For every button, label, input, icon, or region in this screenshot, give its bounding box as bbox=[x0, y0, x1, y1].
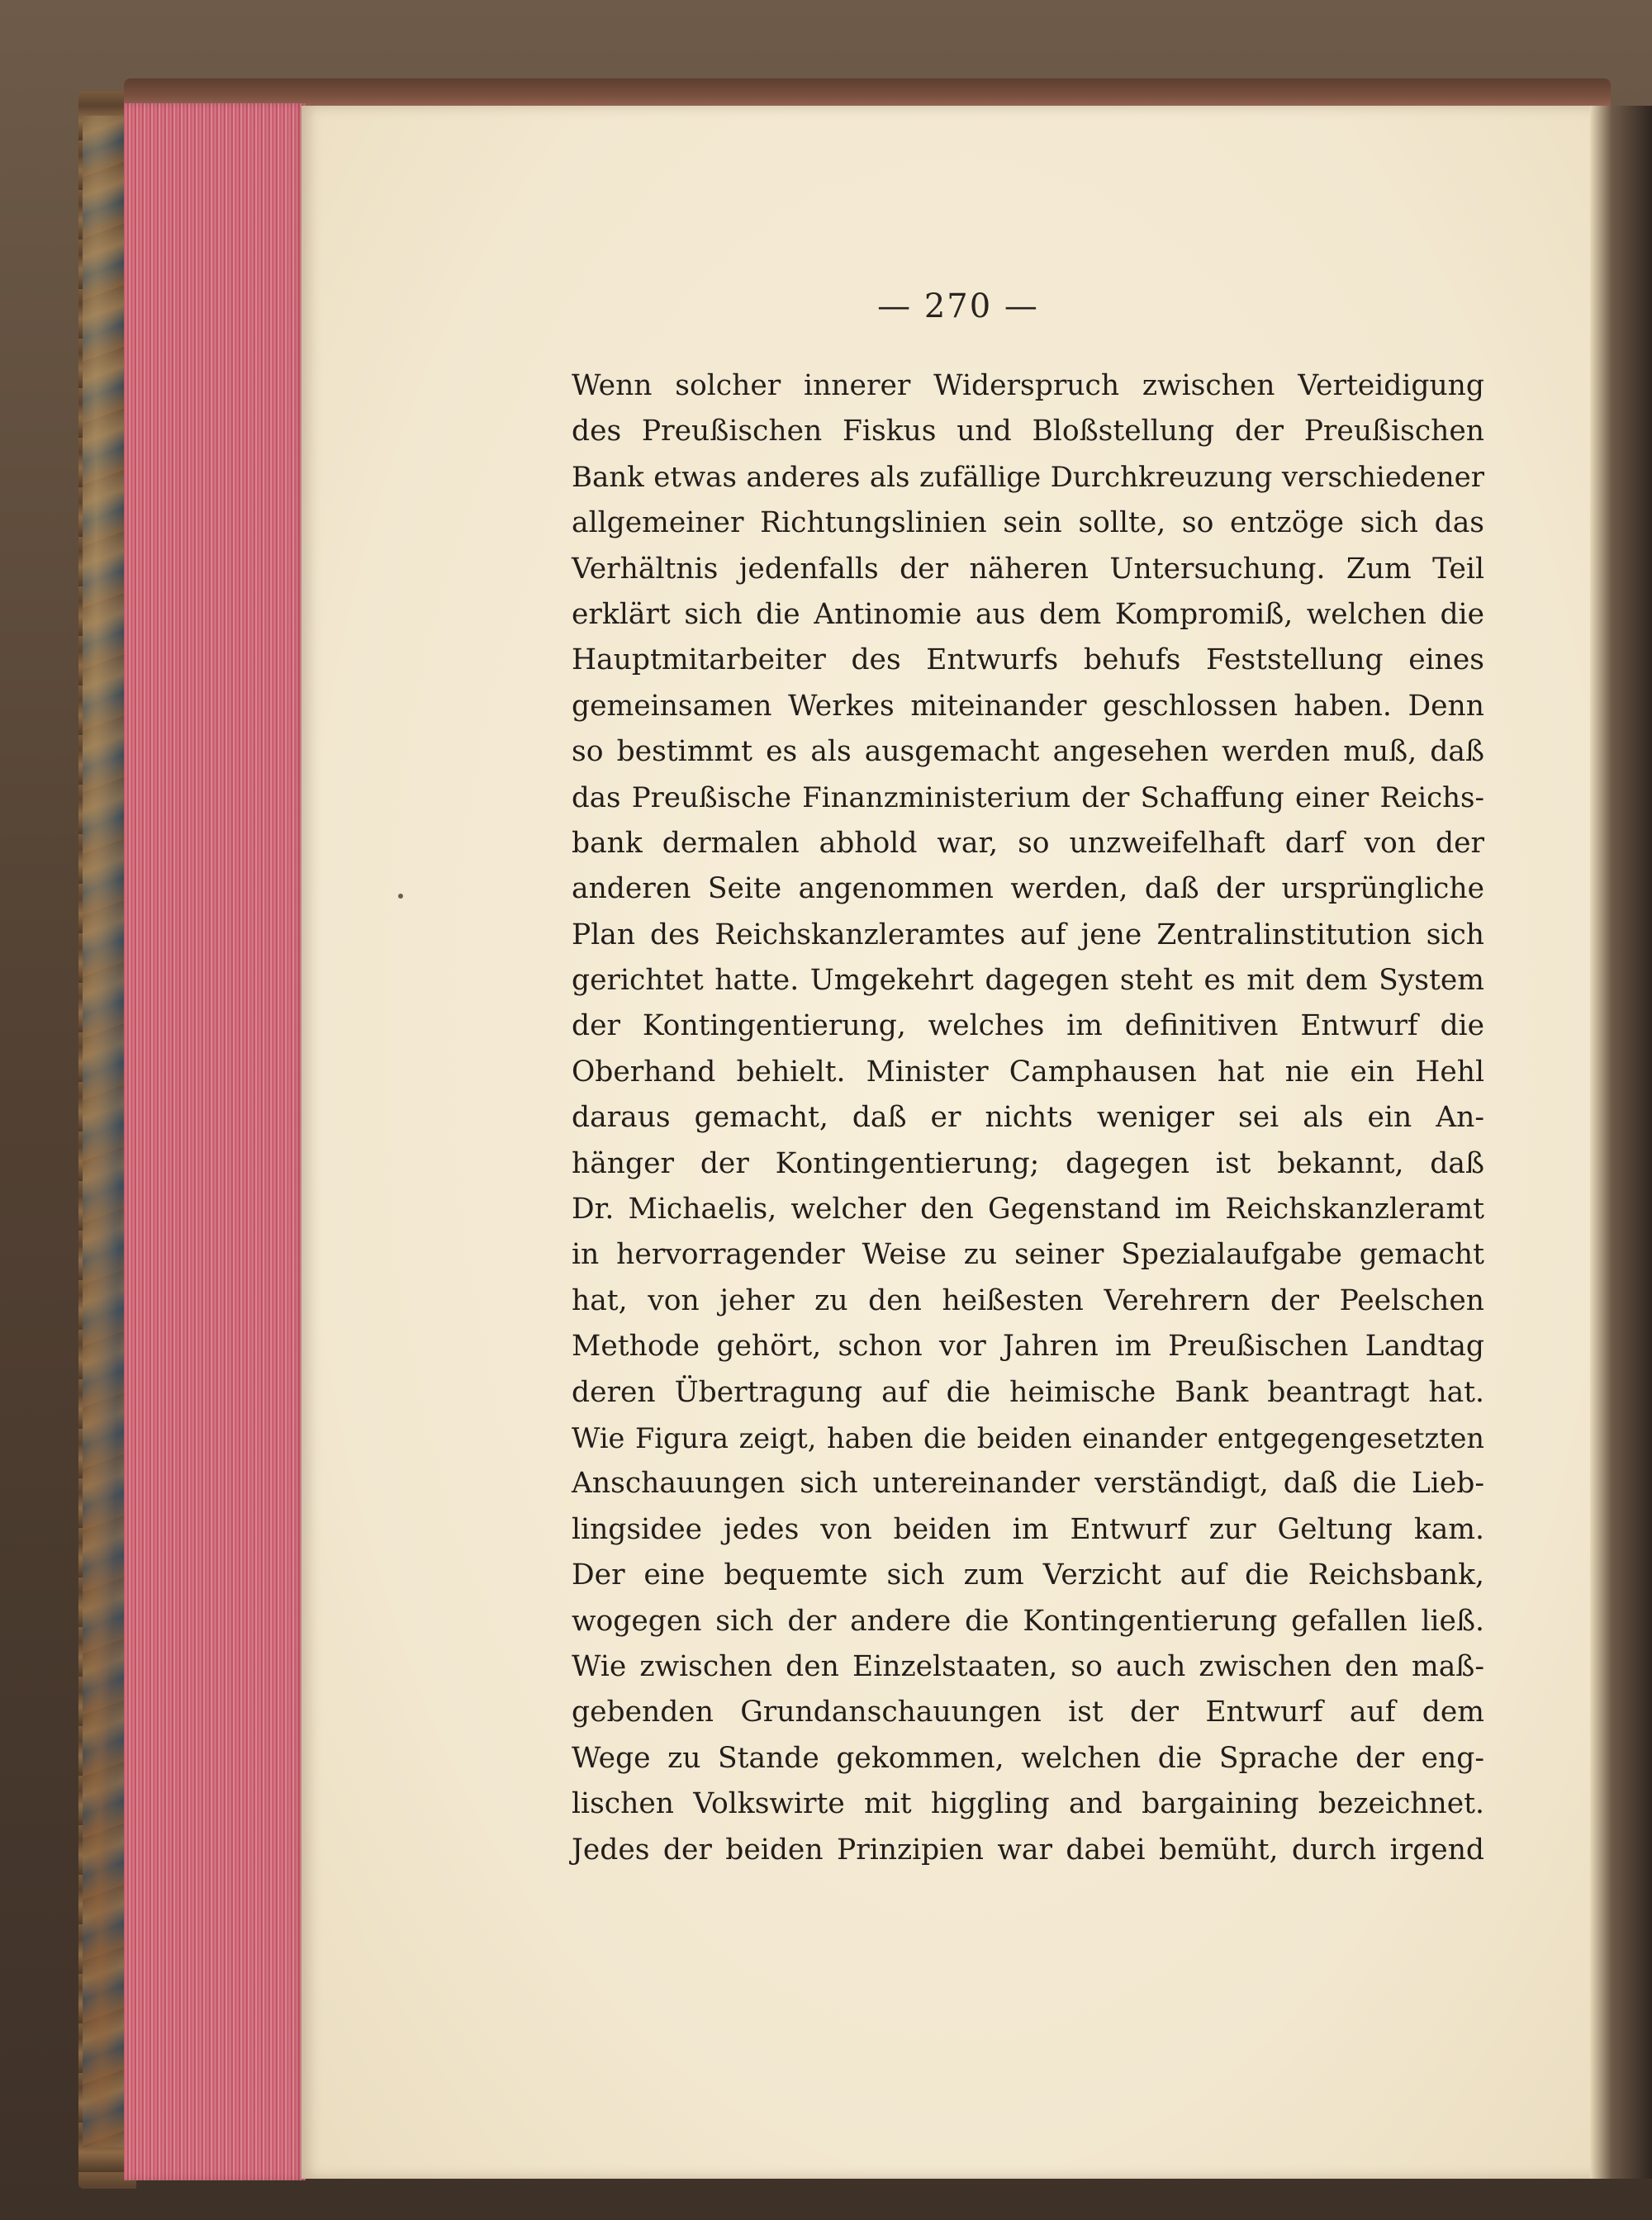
text-line: Wie Figura zeigt, haben die beiden einander entgegengesetzten bbox=[572, 1421, 1484, 1454]
text-line: Dr. Michaelis, welcher den Gegenstand im Reichskanzleramt bbox=[572, 1193, 1484, 1226]
text-line: lingsidee jedes von beiden im Entwurf zur Geltung kam. bbox=[572, 1512, 1484, 1546]
text-line: Verhältnis jedenfalls der näheren Untersuchung. Zum Teil bbox=[572, 552, 1484, 586]
text-line: Wege zu Stande gekommen, welchen die Sprache der eng- bbox=[572, 1741, 1484, 1775]
text-line: des Preußischen Fiskus und Bloßstellung der Preußischen bbox=[572, 415, 1484, 448]
text-line: deren Übertragung auf die heimische Bank beantragt hat. bbox=[572, 1375, 1484, 1409]
text-line: erklärt sich die Antinomie aus dem Kompromiß, welchen die bbox=[572, 597, 1484, 631]
text-line: Methode gehört, schon vor Jahren im Preußischen Landtag bbox=[572, 1330, 1484, 1364]
text-line: daraus gemacht, daß er nichts weniger sei als ein An- bbox=[572, 1101, 1484, 1135]
text-line: in hervorragender Weise zu seiner Spezialaufgabe gemacht bbox=[572, 1238, 1484, 1272]
text-line: das Preußische Finanzministerium der Schaffung einer Reichs- bbox=[572, 780, 1484, 814]
text-line: der Kontingentierung, welches im definitiven Entwurf die bbox=[572, 1009, 1484, 1043]
text-line: so bestimmt es als ausgemacht angesehen werden muß, daß bbox=[572, 735, 1484, 769]
text-line: Anschauungen sich untereinander verständigt, daß die Lieb- bbox=[572, 1467, 1484, 1501]
text-line: Wenn solcher innerer Widerspruch zwischen Verteidigung bbox=[572, 369, 1484, 402]
text-line: gerichtet hatte. Umgekehrt dagegen steht es mit dem System bbox=[572, 964, 1484, 998]
text-line: Der eine bequemte sich zum Verzicht auf die Reichsbank, bbox=[572, 1558, 1484, 1592]
red-page-edges bbox=[124, 103, 306, 2180]
text-line: gemeinsamen Werkes miteinander geschlossen haben. Denn bbox=[572, 689, 1484, 723]
text-line: Plan des Reichskanzleramtes auf jene Zentralinstitution sich bbox=[572, 918, 1484, 951]
text-line: hat, von jeher zu den heißesten Verehrern der Peelschen bbox=[572, 1283, 1484, 1317]
text-line: bank dermalen abhold war, so unzweifelhaft darf von der bbox=[572, 826, 1484, 860]
text-line: Hauptmitarbeiter des Entwurfs behufs Feststellung eines bbox=[572, 643, 1484, 677]
text-line: hänger der Kontingentierung; dagegen ist bekannt, daß bbox=[572, 1146, 1484, 1180]
text-line: gebenden Grundanschauungen ist der Entwurf auf dem bbox=[572, 1696, 1484, 1729]
ink-speck bbox=[398, 894, 403, 899]
marbled-endpaper bbox=[83, 116, 128, 2147]
text-line: Jedes der beiden Prinzipien war dabei bemüht, durch irgend bbox=[572, 1833, 1484, 1867]
page-number: — 270 — bbox=[877, 287, 1039, 325]
text-line: Bank etwas anderes als zufällige Durchkreuzung verschiedener bbox=[572, 460, 1484, 494]
text-line: anderen Seite angenommen werden, daß der ursprüngliche bbox=[572, 872, 1484, 906]
body-text bbox=[572, 363, 1484, 1873]
text-line: lischen Volkswirte mit higgling and bargaining bezeichnet. bbox=[572, 1787, 1484, 1821]
text-line: Oberhand behielt. Minister Camphausen hat nie ein Hehl bbox=[572, 1055, 1484, 1089]
text-line: wogegen sich der andere die Kontingentierung gefallen ließ. bbox=[572, 1604, 1484, 1638]
text-line: Wie zwischen den Einzelstaaten, so auch zwischen den maß- bbox=[572, 1649, 1484, 1683]
page-gutter bbox=[1590, 106, 1652, 2179]
text-line: allgemeiner Richtungslinien sein sollte, so entzöge sich das bbox=[572, 506, 1484, 540]
